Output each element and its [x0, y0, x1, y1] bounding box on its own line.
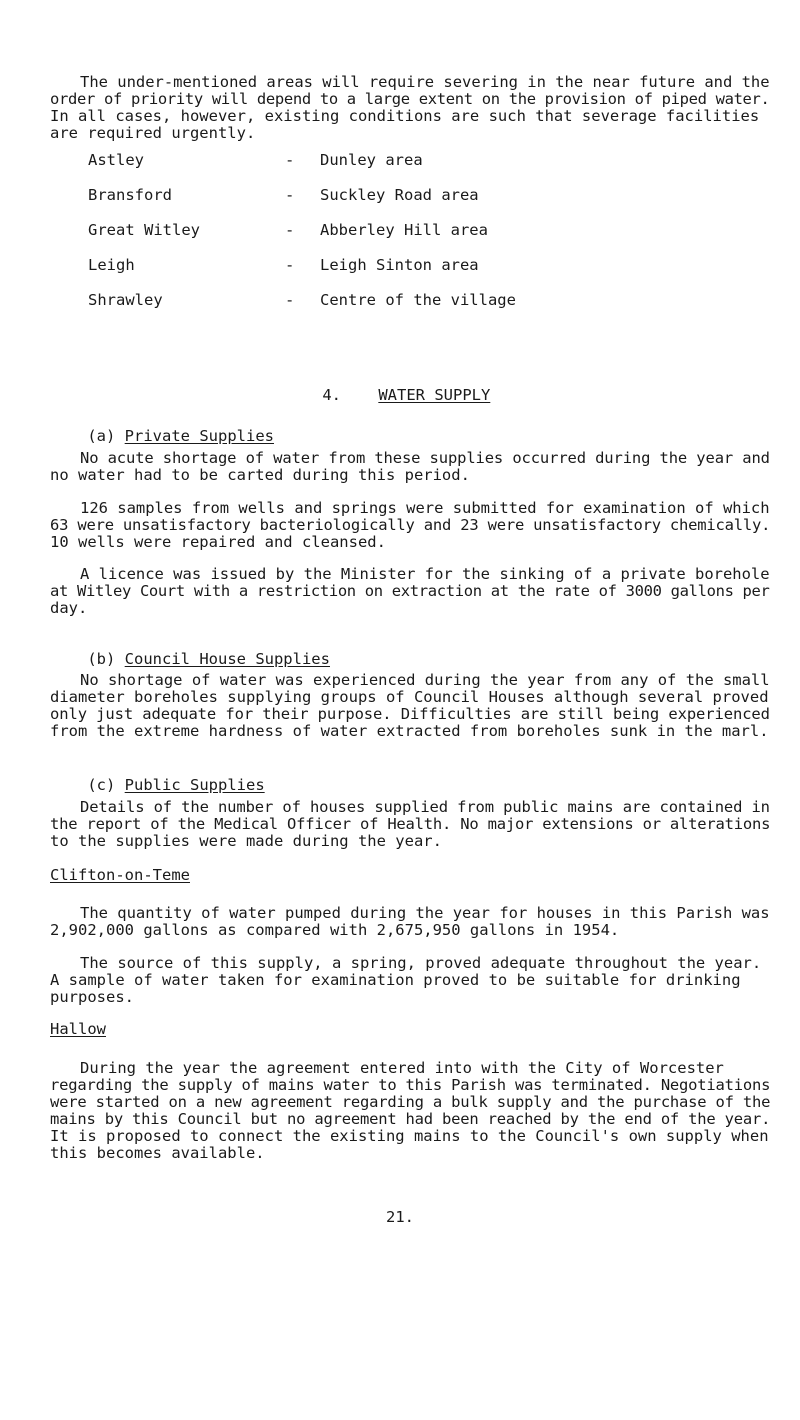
text-line: diameter boreholes supplying groups of Council Houses although several proved	[50, 688, 769, 706]
text-line: It is proposed to connect the existing mains to the Council's own supply when	[50, 1127, 769, 1145]
section-title: WATER SUPPLY	[378, 386, 491, 404]
page-number: 21.	[386, 1208, 414, 1226]
text-line: The source of this supply, a spring, proved adequate throughout the year.	[80, 954, 762, 972]
parish-area: Centre of the village	[320, 291, 516, 309]
parish-heading-clifton: Clifton-on-Teme	[50, 866, 190, 884]
text-line: from the extreme hardness of water extracted from boreholes sunk in the marl.	[50, 722, 769, 740]
parish-name: Leigh	[88, 256, 135, 274]
parish-dash: -	[285, 256, 295, 274]
clifton-paragraph-1	[50, 905, 770, 939]
clifton-paragraph-2	[50, 955, 770, 1006]
subsection-title: Public Supplies	[124, 776, 265, 794]
private-paragraph-2	[50, 500, 770, 551]
text-line: at Witley Court with a restriction on extraction at the rate of 3000 gallons per	[50, 582, 770, 600]
parish-dash: -	[285, 291, 295, 309]
intro-line: order of priority will depend to a large extent on the provision of piped water.	[50, 90, 770, 108]
text-line: No shortage of water was experienced during the year from any of the small	[80, 671, 770, 689]
parish-row	[88, 257, 688, 277]
parish-name: Shrawley	[88, 291, 163, 309]
text-line: During the year the agreement entered into with the City of Worcester	[80, 1059, 724, 1077]
parish-heading-hallow: Hallow	[50, 1020, 106, 1038]
text-line: only just adequate for their purpose. Difficulties are still being experienced	[50, 705, 770, 723]
council-paragraph-1	[50, 672, 770, 740]
private-paragraph-1	[50, 450, 770, 484]
text-line: day.	[50, 599, 88, 617]
parish-dash: -	[285, 221, 295, 239]
text-line: The quantity of water pumped during the year for houses in this Parish was	[80, 904, 770, 922]
subsection-title: Council House Supplies	[124, 650, 330, 668]
text-line: were started on a new agreement regarding a bulk supply and the purchase of the	[50, 1093, 771, 1111]
intro-line: The under-mentioned areas will require severing in the near future and the	[80, 73, 770, 91]
private-paragraph-3	[50, 566, 770, 617]
parish-dash: -	[285, 151, 295, 169]
text-line: no water had to be carted during this period.	[50, 466, 470, 484]
parish-row	[88, 187, 688, 207]
parish-area: Suckley Road area	[320, 186, 479, 204]
text-line: 63 were unsatisfactory bacteriologically and 23 were unsatisfactory chemically.	[50, 516, 771, 534]
subsection-label: (a)	[87, 427, 116, 445]
intro-line: are required urgently.	[50, 124, 256, 142]
subsection-title: Private Supplies	[124, 427, 274, 445]
subsection-label: (b)	[87, 650, 116, 668]
parish-row	[88, 152, 688, 172]
parish-name: Astley	[88, 151, 144, 169]
text-line: mains by this Council but no agreement had been reached by the end of the year.	[50, 1110, 771, 1128]
text-line: 10 wells were repaired and cleansed.	[50, 533, 386, 551]
text-line: 126 samples from wells and springs were submitted for examination of which	[80, 499, 770, 517]
text-line: the report of the Medical Officer of Health. No major extensions or alterations	[50, 815, 771, 833]
text-line: Details of the number of houses supplied from public mains are contained in	[80, 798, 770, 816]
public-paragraph-1	[50, 799, 770, 850]
parish-row	[88, 222, 688, 242]
text-line: 2,902,000 gallons as compared with 2,675,950 gallons in 1954.	[50, 921, 620, 939]
text-line: to the supplies were made during the year.	[50, 832, 442, 850]
parish-dash: -	[285, 186, 295, 204]
text-line: regarding the supply of mains water to this Parish was terminated. Negotiations	[50, 1076, 771, 1094]
text-line: this becomes available.	[50, 1144, 265, 1162]
intro-paragraph	[50, 74, 770, 142]
parish-row	[88, 292, 688, 312]
text-line: A sample of water taken for examination proved to be suitable for drinking	[50, 971, 741, 989]
text-line: No acute shortage of water from these supplies occurred during the year and	[80, 449, 770, 467]
section-number: 4.	[322, 386, 341, 404]
text-line: purposes.	[50, 988, 134, 1006]
parish-name: Bransford	[88, 186, 172, 204]
parish-name: Great Witley	[88, 221, 200, 239]
intro-line: In all cases, however, existing conditions are such that severage facilities	[50, 107, 760, 125]
parish-area: Leigh Sinton area	[320, 256, 479, 274]
parish-area: Dunley area	[320, 151, 423, 169]
hallow-paragraph-1	[50, 1060, 770, 1162]
section-heading	[285, 370, 490, 421]
subsection-label: (c)	[87, 776, 116, 794]
parish-area: Abberley Hill area	[320, 221, 488, 239]
text-line: A licence was issued by the Minister for the sinking of a private borehole	[80, 565, 770, 583]
